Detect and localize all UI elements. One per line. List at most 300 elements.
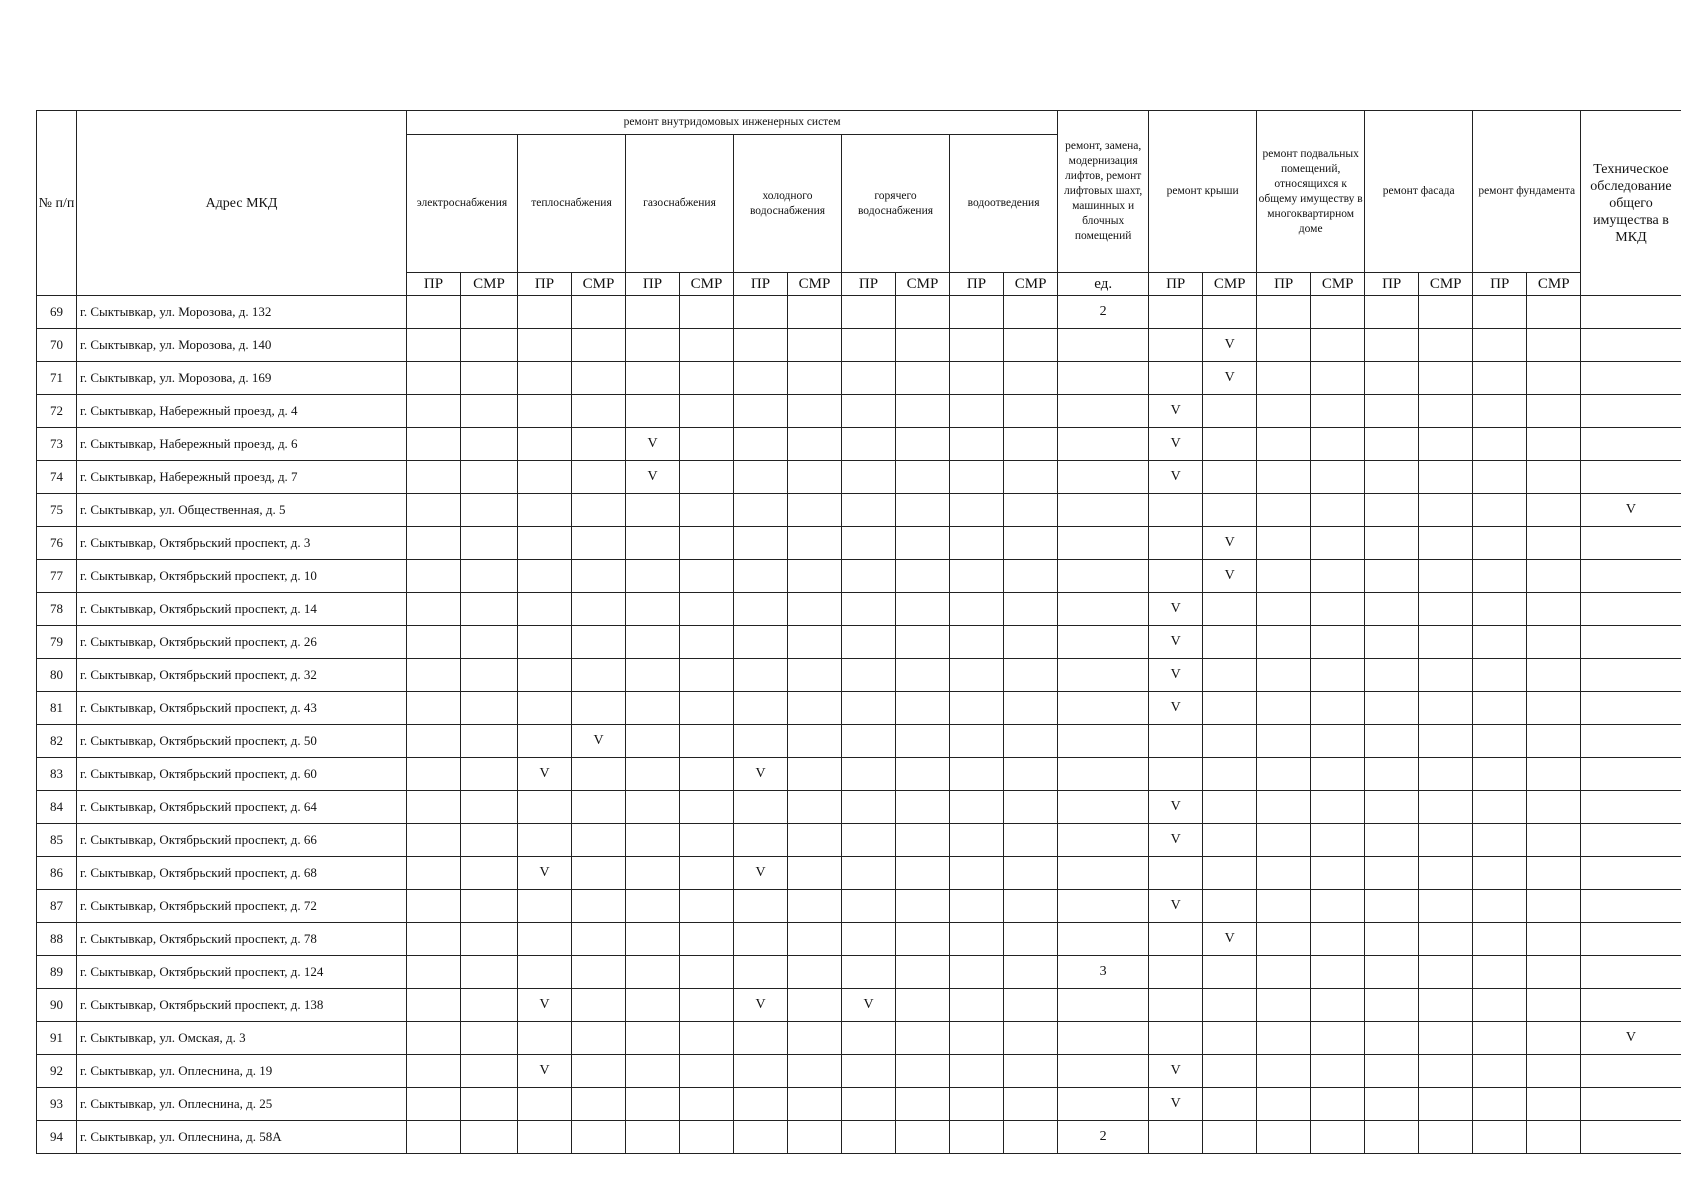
table-row bbox=[37, 791, 1681, 824]
cell-fac-pr bbox=[1365, 989, 1419, 1022]
cell-drain-pr bbox=[950, 923, 1004, 956]
hot-water-header: горячего водоснабжения bbox=[842, 135, 950, 273]
cell-gas-smr bbox=[680, 725, 734, 758]
row-address: г. Сыктывкар, Октябрьский проспект, д. 32 bbox=[77, 659, 407, 692]
facade-header: ремонт фасада bbox=[1365, 111, 1473, 273]
cell-drain-pr bbox=[950, 494, 1004, 527]
basement-pr-header: ПР bbox=[1257, 273, 1311, 296]
cell-base-smr bbox=[1311, 494, 1365, 527]
cell-base-pr bbox=[1257, 989, 1311, 1022]
cell-found-pr bbox=[1473, 296, 1527, 329]
cell-fac-smr bbox=[1419, 824, 1473, 857]
facade-smr-header: СМР bbox=[1419, 273, 1473, 296]
cell-drain-pr bbox=[950, 527, 1004, 560]
cell-base-smr bbox=[1311, 791, 1365, 824]
cell-fac-smr bbox=[1419, 791, 1473, 824]
cell-el-pr bbox=[407, 296, 461, 329]
cell-heat-smr bbox=[572, 791, 626, 824]
cell-hot-smr bbox=[896, 1121, 950, 1154]
facade-pr-header: ПР bbox=[1365, 273, 1419, 296]
cell-base-smr bbox=[1311, 1022, 1365, 1055]
cell-heat-pr bbox=[518, 824, 572, 857]
cell-roof-pr bbox=[1149, 329, 1203, 362]
cell-drain-smr bbox=[1004, 989, 1058, 1022]
cell-found-pr bbox=[1473, 461, 1527, 494]
cell-el-pr bbox=[407, 626, 461, 659]
cell-cold-smr bbox=[788, 560, 842, 593]
cell-roof-pr bbox=[1149, 1022, 1203, 1055]
cell-cold-smr bbox=[788, 1121, 842, 1154]
cell-found-pr bbox=[1473, 791, 1527, 824]
cell-fac-smr bbox=[1419, 857, 1473, 890]
cell-drain-pr bbox=[950, 758, 1004, 791]
cell-found-pr bbox=[1473, 329, 1527, 362]
row-number: 82 bbox=[37, 725, 77, 758]
gas-header: газоснабжения bbox=[626, 135, 734, 273]
cell-found-smr bbox=[1527, 362, 1581, 395]
cell-el-smr bbox=[461, 362, 518, 395]
cell-base-pr bbox=[1257, 758, 1311, 791]
cell-roof-smr: V bbox=[1203, 329, 1257, 362]
cell-drain-smr bbox=[1004, 1055, 1058, 1088]
cell-base-smr bbox=[1311, 692, 1365, 725]
table-row bbox=[37, 1088, 1681, 1121]
cell-drain-smr bbox=[1004, 791, 1058, 824]
row-number: 71 bbox=[37, 362, 77, 395]
cell-found-pr bbox=[1473, 758, 1527, 791]
cell-cold-pr bbox=[734, 692, 788, 725]
cell-found-pr bbox=[1473, 560, 1527, 593]
cell-gas-pr bbox=[626, 890, 680, 923]
cell-el-smr bbox=[461, 1121, 518, 1154]
cell-hot-pr bbox=[842, 659, 896, 692]
cell-heat-pr bbox=[518, 329, 572, 362]
drainage-pr-header: ПР bbox=[950, 273, 1004, 296]
cell-gas-pr bbox=[626, 626, 680, 659]
row-address: г. Сыктывкар, ул. Оплеснина, д. 25 bbox=[77, 1088, 407, 1121]
cell-lifts bbox=[1058, 791, 1149, 824]
cell-base-pr bbox=[1257, 791, 1311, 824]
row-address: г. Сыктывкар, Октябрьский проспект, д. 26 bbox=[77, 626, 407, 659]
cell-heat-smr bbox=[572, 659, 626, 692]
cell-cold-pr bbox=[734, 923, 788, 956]
cell-roof-smr bbox=[1203, 1088, 1257, 1121]
row-number: 91 bbox=[37, 1022, 77, 1055]
cell-roof-pr: V bbox=[1149, 461, 1203, 494]
cell-lifts bbox=[1058, 626, 1149, 659]
cell-hot-pr bbox=[842, 461, 896, 494]
cell-base-pr bbox=[1257, 527, 1311, 560]
cell-lifts bbox=[1058, 725, 1149, 758]
cell-fac-smr bbox=[1419, 758, 1473, 791]
cell-gas-smr bbox=[680, 989, 734, 1022]
cell-fac-pr bbox=[1365, 956, 1419, 989]
cell-el-pr bbox=[407, 956, 461, 989]
cell-survey bbox=[1581, 857, 1681, 890]
cell-cold-pr bbox=[734, 296, 788, 329]
cell-hot-smr bbox=[896, 428, 950, 461]
cell-base-pr bbox=[1257, 1022, 1311, 1055]
cell-base-smr bbox=[1311, 362, 1365, 395]
cell-drain-smr bbox=[1004, 824, 1058, 857]
cell-heat-smr bbox=[572, 593, 626, 626]
row-number: 70 bbox=[37, 329, 77, 362]
col-number-header: № п/п bbox=[37, 111, 77, 296]
cell-fac-smr bbox=[1419, 989, 1473, 1022]
cell-hot-smr bbox=[896, 527, 950, 560]
cell-fac-pr bbox=[1365, 659, 1419, 692]
cell-lifts bbox=[1058, 395, 1149, 428]
cell-cold-pr bbox=[734, 494, 788, 527]
cell-el-smr bbox=[461, 725, 518, 758]
cell-cold-smr bbox=[788, 527, 842, 560]
cell-found-smr bbox=[1527, 1088, 1581, 1121]
cell-cold-smr bbox=[788, 362, 842, 395]
cell-base-pr bbox=[1257, 362, 1311, 395]
cell-drain-smr bbox=[1004, 329, 1058, 362]
cell-gas-smr bbox=[680, 296, 734, 329]
cell-roof-smr bbox=[1203, 890, 1257, 923]
cell-base-pr bbox=[1257, 461, 1311, 494]
row-address: г. Сыктывкар, Октябрьский проспект, д. 66 bbox=[77, 824, 407, 857]
row-address: г. Сыктывкар, Октябрьский проспект, д. 68 bbox=[77, 857, 407, 890]
cell-fac-smr bbox=[1419, 1055, 1473, 1088]
cell-roof-pr: V bbox=[1149, 659, 1203, 692]
cell-roof-pr bbox=[1149, 758, 1203, 791]
cell-heat-pr bbox=[518, 791, 572, 824]
cell-base-pr bbox=[1257, 428, 1311, 461]
cell-heat-pr bbox=[518, 626, 572, 659]
row-address: г. Сыктывкар, ул. Морозова, д. 169 bbox=[77, 362, 407, 395]
cell-el-pr bbox=[407, 923, 461, 956]
cell-gas-smr bbox=[680, 329, 734, 362]
cell-el-smr bbox=[461, 791, 518, 824]
cell-el-pr bbox=[407, 494, 461, 527]
cell-found-smr bbox=[1527, 527, 1581, 560]
cell-hot-pr bbox=[842, 329, 896, 362]
cell-fac-smr bbox=[1419, 1088, 1473, 1121]
cell-cold-pr bbox=[734, 560, 788, 593]
cell-survey bbox=[1581, 791, 1681, 824]
cell-fac-smr bbox=[1419, 626, 1473, 659]
cell-base-smr bbox=[1311, 1055, 1365, 1088]
cell-el-smr bbox=[461, 1055, 518, 1088]
cell-el-smr bbox=[461, 989, 518, 1022]
cell-heat-smr bbox=[572, 626, 626, 659]
cell-found-smr bbox=[1527, 494, 1581, 527]
cell-fac-pr bbox=[1365, 296, 1419, 329]
row-number: 76 bbox=[37, 527, 77, 560]
cell-hot-pr bbox=[842, 1022, 896, 1055]
cell-hot-smr bbox=[896, 1088, 950, 1121]
table-row bbox=[37, 395, 1681, 428]
cell-fac-smr bbox=[1419, 1121, 1473, 1154]
cell-el-smr bbox=[461, 494, 518, 527]
row-address: г. Сыктывкар, ул. Морозова, д. 140 bbox=[77, 329, 407, 362]
cell-heat-smr bbox=[572, 362, 626, 395]
cell-survey bbox=[1581, 923, 1681, 956]
lifts-header: ремонт, замена, модернизация лифтов, ремонт лифтовых шахт, машинных и блочных помещений bbox=[1058, 111, 1149, 273]
cell-roof-pr: V bbox=[1149, 626, 1203, 659]
cell-found-smr bbox=[1527, 329, 1581, 362]
cell-fac-pr bbox=[1365, 527, 1419, 560]
cell-heat-pr bbox=[518, 1022, 572, 1055]
cell-el-pr bbox=[407, 1022, 461, 1055]
cell-fac-pr bbox=[1365, 395, 1419, 428]
cell-roof-pr bbox=[1149, 1121, 1203, 1154]
cell-lifts bbox=[1058, 593, 1149, 626]
row-address: г. Сыктывкар, Набережный проезд, д. 6 bbox=[77, 428, 407, 461]
cell-base-pr bbox=[1257, 659, 1311, 692]
cell-hot-pr: V bbox=[842, 989, 896, 1022]
table-row bbox=[37, 692, 1681, 725]
cell-fac-pr bbox=[1365, 362, 1419, 395]
drainage-smr-header: СМР bbox=[1004, 273, 1058, 296]
cell-roof-smr: V bbox=[1203, 527, 1257, 560]
cell-hot-pr bbox=[842, 692, 896, 725]
cell-survey bbox=[1581, 428, 1681, 461]
foundation-smr-header: СМР bbox=[1527, 273, 1581, 296]
row-number: 94 bbox=[37, 1121, 77, 1154]
cell-heat-smr bbox=[572, 296, 626, 329]
cell-found-pr bbox=[1473, 494, 1527, 527]
cell-cold-smr bbox=[788, 1055, 842, 1088]
cell-roof-pr bbox=[1149, 956, 1203, 989]
cell-survey bbox=[1581, 626, 1681, 659]
cell-roof-pr: V bbox=[1149, 692, 1203, 725]
cell-hot-pr bbox=[842, 956, 896, 989]
row-address: г. Сыктывкар, Октябрьский проспект, д. 43 bbox=[77, 692, 407, 725]
cell-drain-pr bbox=[950, 890, 1004, 923]
cell-el-smr bbox=[461, 560, 518, 593]
cell-found-pr bbox=[1473, 362, 1527, 395]
cell-base-pr bbox=[1257, 923, 1311, 956]
cell-base-smr bbox=[1311, 428, 1365, 461]
cell-roof-smr bbox=[1203, 428, 1257, 461]
cell-lifts bbox=[1058, 494, 1149, 527]
cell-base-smr bbox=[1311, 758, 1365, 791]
cell-lifts: 3 bbox=[1058, 956, 1149, 989]
cell-hot-smr bbox=[896, 461, 950, 494]
drainage-header: водоотведения bbox=[950, 135, 1058, 273]
lifts-units-header: ед. bbox=[1058, 273, 1149, 296]
cell-roof-pr: V bbox=[1149, 395, 1203, 428]
row-number: 78 bbox=[37, 593, 77, 626]
cell-gas-pr bbox=[626, 329, 680, 362]
cell-fac-smr bbox=[1419, 659, 1473, 692]
cell-cold-pr bbox=[734, 593, 788, 626]
cell-el-smr bbox=[461, 461, 518, 494]
cell-roof-smr bbox=[1203, 791, 1257, 824]
cell-fac-pr bbox=[1365, 791, 1419, 824]
cell-el-smr bbox=[461, 1022, 518, 1055]
cell-heat-pr bbox=[518, 923, 572, 956]
table-row bbox=[37, 296, 1681, 329]
cell-heat-smr bbox=[572, 494, 626, 527]
cell-lifts bbox=[1058, 890, 1149, 923]
cell-heat-smr bbox=[572, 692, 626, 725]
cell-roof-smr: V bbox=[1203, 362, 1257, 395]
cell-found-smr bbox=[1527, 428, 1581, 461]
cell-roof-smr bbox=[1203, 824, 1257, 857]
cell-cold-pr: V bbox=[734, 989, 788, 1022]
cell-found-pr bbox=[1473, 857, 1527, 890]
row-address: г. Сыктывкар, ул. Оплеснина, д. 19 bbox=[77, 1055, 407, 1088]
cell-el-pr bbox=[407, 1055, 461, 1088]
cell-fac-pr bbox=[1365, 890, 1419, 923]
cell-roof-smr bbox=[1203, 989, 1257, 1022]
cell-cold-pr bbox=[734, 659, 788, 692]
cell-roof-pr bbox=[1149, 725, 1203, 758]
cell-lifts bbox=[1058, 857, 1149, 890]
cell-cold-smr bbox=[788, 593, 842, 626]
cell-fac-smr bbox=[1419, 560, 1473, 593]
cell-el-smr bbox=[461, 428, 518, 461]
basement-header: ремонт подвальных помещений, относящихся к общему имуществу в многоквартирном доме bbox=[1257, 111, 1365, 273]
cell-heat-pr bbox=[518, 428, 572, 461]
cell-fac-smr bbox=[1419, 428, 1473, 461]
cell-gas-pr bbox=[626, 527, 680, 560]
cell-roof-smr bbox=[1203, 725, 1257, 758]
cell-cold-smr bbox=[788, 791, 842, 824]
cell-drain-pr bbox=[950, 692, 1004, 725]
cell-found-pr bbox=[1473, 692, 1527, 725]
cell-cold-pr bbox=[734, 725, 788, 758]
cell-base-smr bbox=[1311, 659, 1365, 692]
cell-found-smr bbox=[1527, 791, 1581, 824]
cell-heat-smr bbox=[572, 428, 626, 461]
table-row bbox=[37, 461, 1681, 494]
table-row bbox=[37, 956, 1681, 989]
cell-base-pr bbox=[1257, 626, 1311, 659]
cell-fac-smr bbox=[1419, 923, 1473, 956]
table-row bbox=[37, 593, 1681, 626]
row-number: 84 bbox=[37, 791, 77, 824]
cell-roof-pr: V bbox=[1149, 791, 1203, 824]
cell-lifts bbox=[1058, 923, 1149, 956]
cell-cold-pr bbox=[734, 1121, 788, 1154]
cell-cold-smr bbox=[788, 956, 842, 989]
cell-found-smr bbox=[1527, 692, 1581, 725]
cell-base-pr bbox=[1257, 1088, 1311, 1121]
cold-water-pr-header: ПР bbox=[734, 273, 788, 296]
cell-heat-pr bbox=[518, 593, 572, 626]
table-row bbox=[37, 1121, 1681, 1154]
cell-gas-pr bbox=[626, 395, 680, 428]
cell-heat-pr bbox=[518, 296, 572, 329]
cell-gas-pr bbox=[626, 1088, 680, 1121]
cell-cold-smr bbox=[788, 758, 842, 791]
cell-el-pr bbox=[407, 461, 461, 494]
cell-found-pr bbox=[1473, 395, 1527, 428]
row-address: г. Сыктывкар, Октябрьский проспект, д. 64 bbox=[77, 791, 407, 824]
row-address: г. Сыктывкар, Октябрьский проспект, д. 14 bbox=[77, 593, 407, 626]
cell-cold-smr bbox=[788, 824, 842, 857]
cell-el-smr bbox=[461, 1088, 518, 1121]
cell-base-smr bbox=[1311, 461, 1365, 494]
cell-gas-smr bbox=[680, 659, 734, 692]
cell-fac-pr bbox=[1365, 329, 1419, 362]
cell-gas-smr bbox=[680, 626, 734, 659]
cell-el-smr bbox=[461, 626, 518, 659]
cell-cold-smr bbox=[788, 989, 842, 1022]
cell-survey bbox=[1581, 461, 1681, 494]
row-address: г. Сыктывкар, Октябрьский проспект, д. 72 bbox=[77, 890, 407, 923]
cell-hot-pr bbox=[842, 428, 896, 461]
cell-survey bbox=[1581, 956, 1681, 989]
cell-cold-pr bbox=[734, 791, 788, 824]
cell-cold-pr bbox=[734, 428, 788, 461]
cell-cold-smr bbox=[788, 395, 842, 428]
cell-el-pr bbox=[407, 527, 461, 560]
cell-heat-pr: V bbox=[518, 758, 572, 791]
cell-cold-smr bbox=[788, 659, 842, 692]
row-number: 86 bbox=[37, 857, 77, 890]
cell-el-pr bbox=[407, 692, 461, 725]
cell-fac-pr bbox=[1365, 1022, 1419, 1055]
cell-hot-smr bbox=[896, 791, 950, 824]
cell-base-smr bbox=[1311, 923, 1365, 956]
cell-el-smr bbox=[461, 824, 518, 857]
cell-drain-smr bbox=[1004, 593, 1058, 626]
survey-header: Техническое обследование общего имущества в МКД bbox=[1581, 111, 1681, 296]
cell-heat-smr bbox=[572, 956, 626, 989]
cell-el-pr bbox=[407, 659, 461, 692]
cell-drain-smr bbox=[1004, 923, 1058, 956]
cell-cold-pr bbox=[734, 461, 788, 494]
cell-el-pr bbox=[407, 824, 461, 857]
cell-heat-pr bbox=[518, 1088, 572, 1121]
row-number: 81 bbox=[37, 692, 77, 725]
cell-gas-smr bbox=[680, 1055, 734, 1088]
table-row bbox=[37, 1022, 1681, 1055]
cell-found-smr bbox=[1527, 296, 1581, 329]
row-number: 80 bbox=[37, 659, 77, 692]
cell-lifts bbox=[1058, 461, 1149, 494]
row-address: г. Сыктывкар, Октябрьский проспект, д. 3 bbox=[77, 527, 407, 560]
cell-heat-smr bbox=[572, 560, 626, 593]
cell-hot-pr bbox=[842, 824, 896, 857]
cell-survey bbox=[1581, 989, 1681, 1022]
cell-cold-smr bbox=[788, 890, 842, 923]
cell-cold-pr: V bbox=[734, 857, 788, 890]
row-number: 87 bbox=[37, 890, 77, 923]
cell-drain-pr bbox=[950, 659, 1004, 692]
cell-drain-pr bbox=[950, 725, 1004, 758]
cell-drain-smr bbox=[1004, 1022, 1058, 1055]
cell-el-pr bbox=[407, 428, 461, 461]
cell-cold-pr: V bbox=[734, 758, 788, 791]
cell-cold-pr bbox=[734, 824, 788, 857]
cell-gas-smr bbox=[680, 956, 734, 989]
cell-hot-pr bbox=[842, 1055, 896, 1088]
cell-cold-smr bbox=[788, 329, 842, 362]
cell-drain-pr bbox=[950, 461, 1004, 494]
cell-base-pr bbox=[1257, 593, 1311, 626]
cell-heat-pr bbox=[518, 362, 572, 395]
cell-hot-smr bbox=[896, 890, 950, 923]
cell-survey bbox=[1581, 296, 1681, 329]
cell-lifts bbox=[1058, 1055, 1149, 1088]
cell-found-smr bbox=[1527, 890, 1581, 923]
cell-drain-pr bbox=[950, 626, 1004, 659]
cell-lifts: 2 bbox=[1058, 296, 1149, 329]
cell-base-smr bbox=[1311, 395, 1365, 428]
cell-lifts bbox=[1058, 824, 1149, 857]
cell-base-smr bbox=[1311, 857, 1365, 890]
roof-pr-header: ПР bbox=[1149, 273, 1203, 296]
cell-drain-smr bbox=[1004, 659, 1058, 692]
